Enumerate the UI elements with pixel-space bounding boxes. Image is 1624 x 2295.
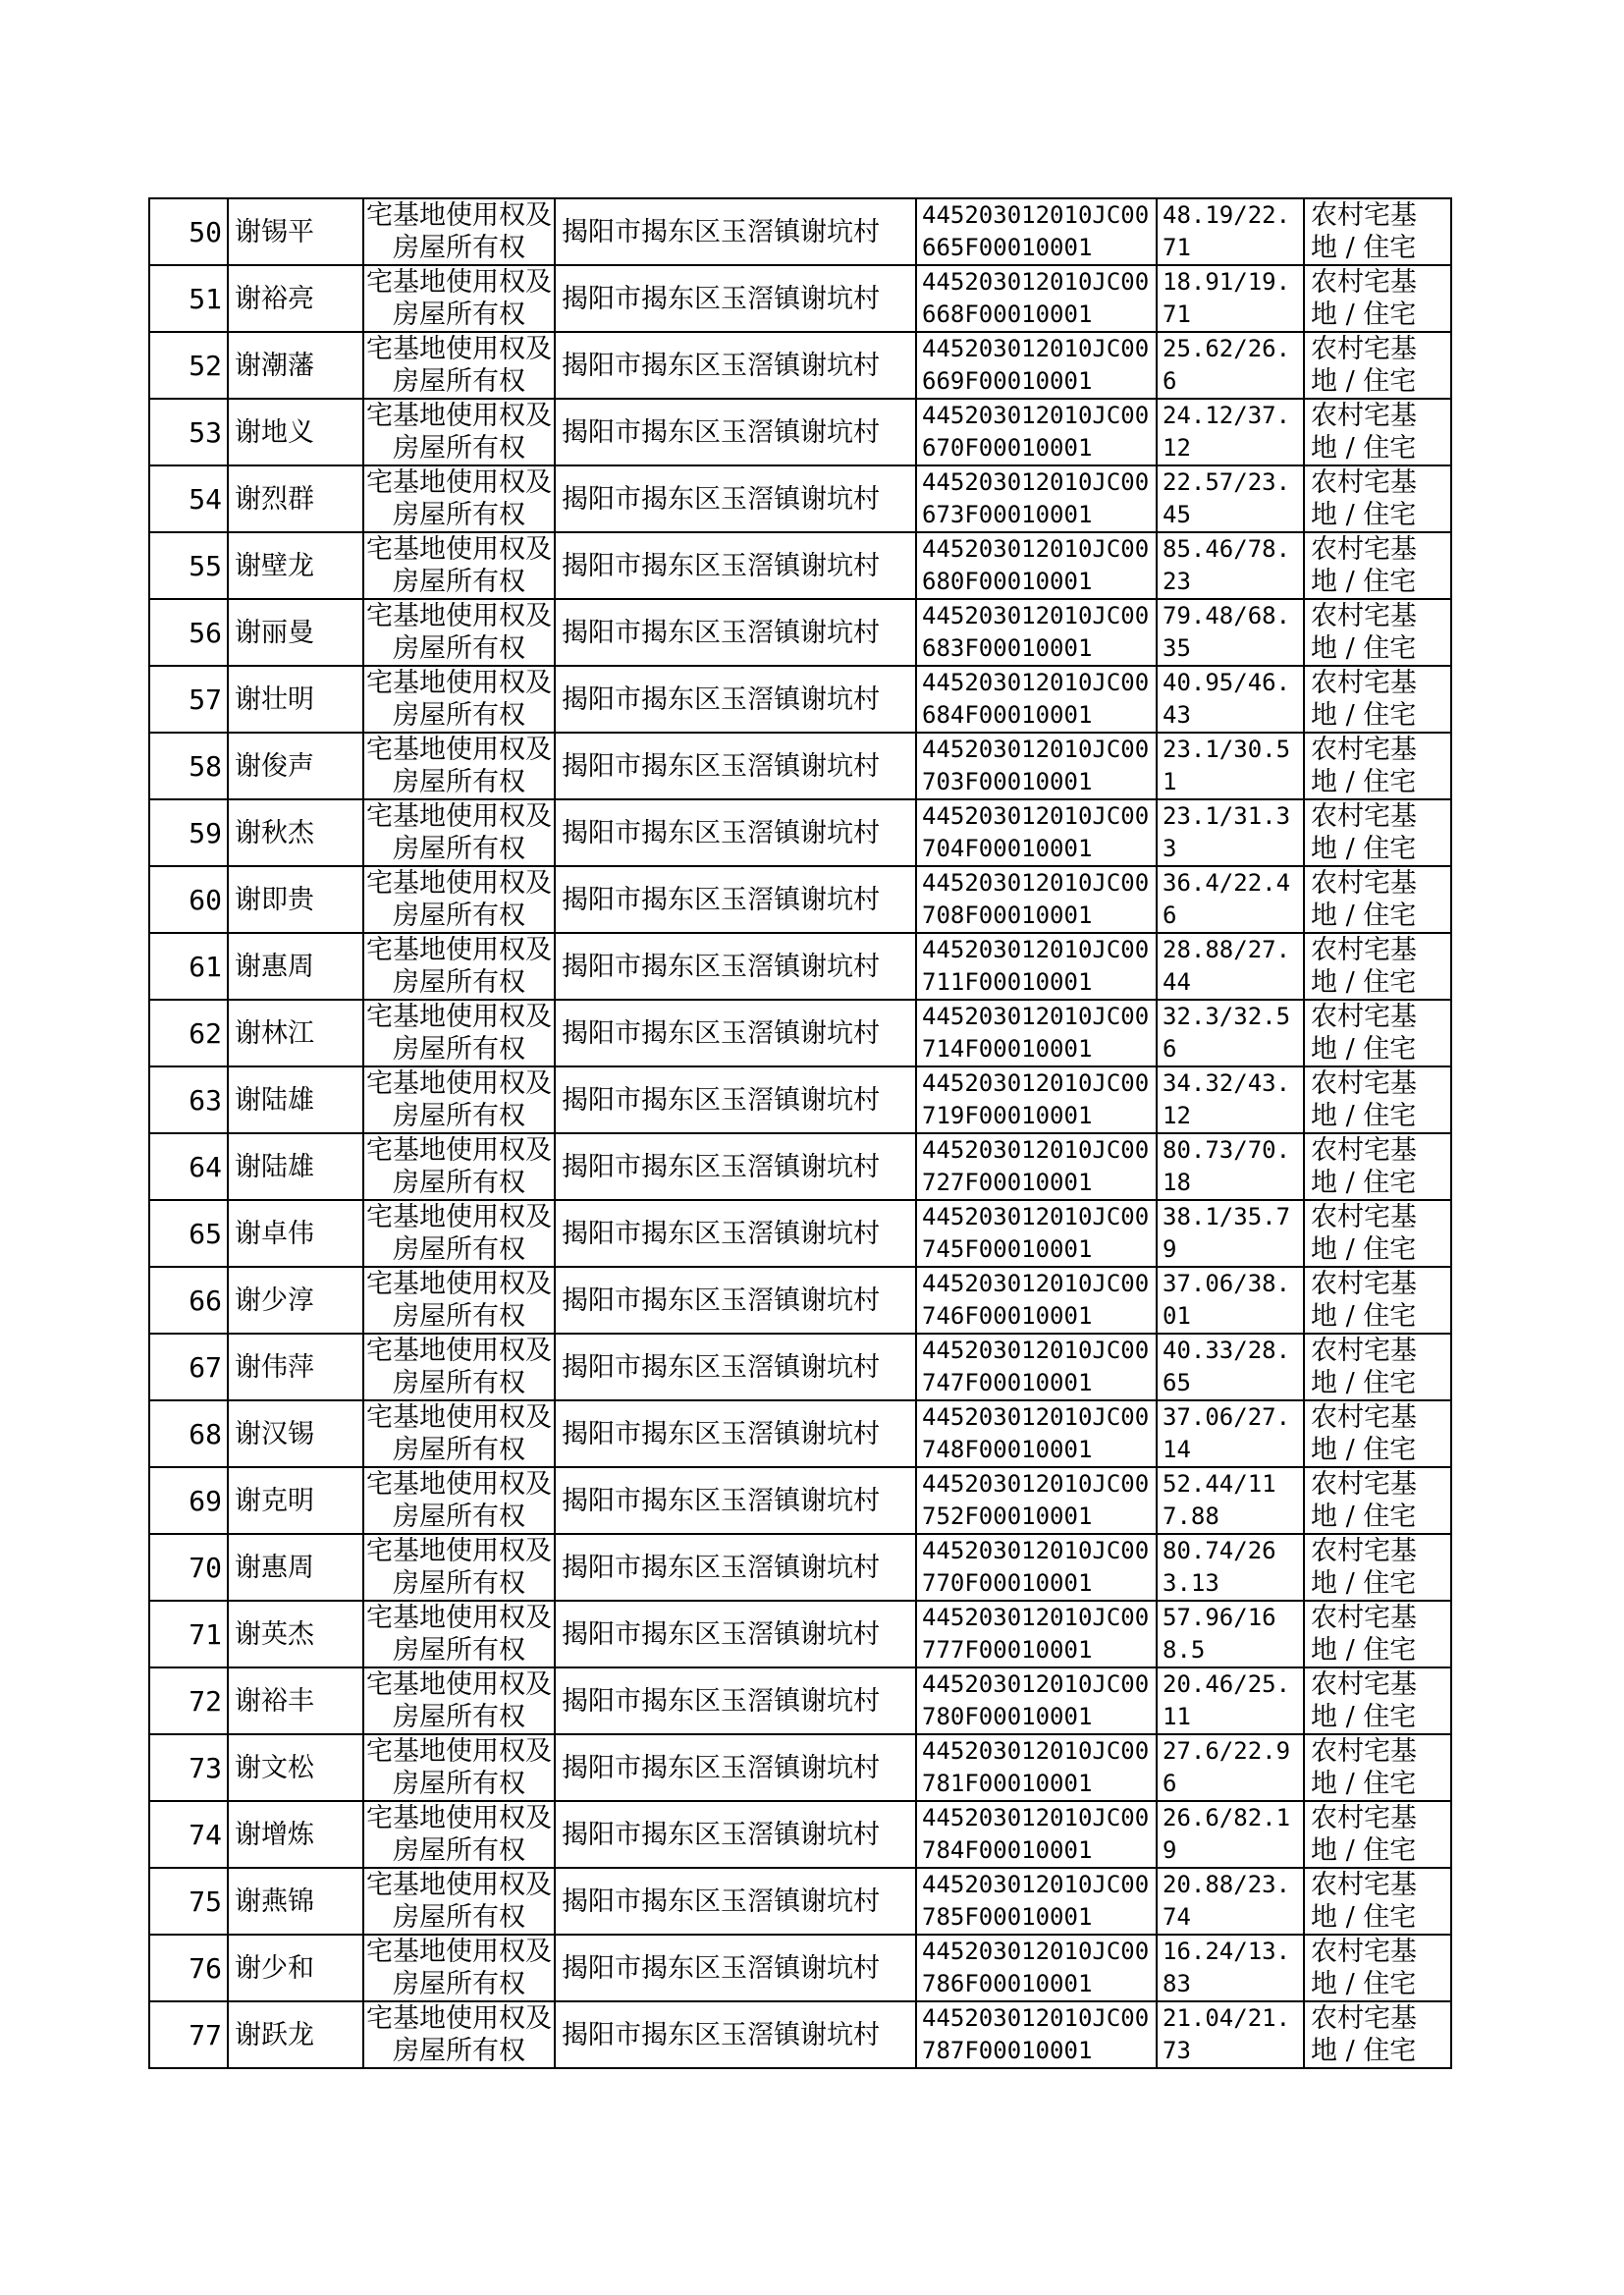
right-type-cell: 宅基地使用权及房屋所有权 xyxy=(363,733,555,799)
unit-code-cell: 445203012010JC00703F00010001 xyxy=(916,733,1157,799)
row-number-cell: 55 xyxy=(149,532,228,599)
land-use-line: 农村宅基 xyxy=(1311,801,1417,832)
land-use-cell xyxy=(1304,1467,1451,1534)
right-type-cell: 宅基地使用权及房屋所有权 xyxy=(363,1133,555,1200)
area-cell: 26.6/82.19 xyxy=(1157,1801,1304,1868)
owner-name-cell: 谢丽曼 xyxy=(228,599,363,666)
address-cell: 揭阳市揭东区玉滘镇谢坑村 xyxy=(555,2001,916,2068)
table-row xyxy=(149,532,1451,599)
land-use-line: 地 / 住宅 xyxy=(1311,700,1417,731)
table-row xyxy=(149,1734,1451,1801)
land-use-line: 地 / 住宅 xyxy=(1311,1368,1417,1398)
unit-code-cell: 445203012010JC00673F00010001 xyxy=(916,465,1157,532)
row-number-cell: 62 xyxy=(149,1000,228,1066)
right-type-cell: 宅基地使用权及房屋所有权 xyxy=(363,1400,555,1467)
owner-name-cell: 谢俊声 xyxy=(228,733,363,799)
table-row xyxy=(149,265,1451,332)
unit-code-cell: 445203012010JC00727F00010001 xyxy=(916,1133,1157,1200)
table-row xyxy=(149,1935,1451,2001)
row-number-cell: 65 xyxy=(149,1200,228,1267)
row-number-cell: 73 xyxy=(149,1734,228,1801)
table-row xyxy=(149,1066,1451,1133)
owner-name-cell: 谢林江 xyxy=(228,1000,363,1066)
owner-name-cell: 谢卓伟 xyxy=(228,1200,363,1267)
right-type-cell: 宅基地使用权及房屋所有权 xyxy=(363,332,555,399)
unit-code-cell: 445203012010JC00745F00010001 xyxy=(916,1200,1157,1267)
right-type-cell: 宅基地使用权及房屋所有权 xyxy=(363,399,555,465)
unit-code-cell: 445203012010JC00748F00010001 xyxy=(916,1400,1157,1467)
land-use-cell xyxy=(1304,1868,1451,1935)
land-use-cell xyxy=(1304,465,1451,532)
unit-code-cell: 445203012010JC00780F00010001 xyxy=(916,1667,1157,1734)
unit-code-cell: 445203012010JC00747F00010001 xyxy=(916,1334,1157,1400)
owner-name-cell: 谢少淳 xyxy=(228,1267,363,1334)
land-use-line: 农村宅基 xyxy=(1311,1536,1417,1566)
registry-table-body xyxy=(149,198,1451,2068)
unit-code-cell: 445203012010JC00708F00010001 xyxy=(916,866,1157,933)
land-use-line: 农村宅基 xyxy=(1311,401,1417,431)
land-use-cell xyxy=(1304,1667,1451,1734)
address-cell: 揭阳市揭东区玉滘镇谢坑村 xyxy=(555,332,916,399)
area-cell: 80.74/263.13 xyxy=(1157,1534,1304,1601)
land-use-line: 地 / 住宅 xyxy=(1311,1034,1417,1065)
land-use-cell xyxy=(1304,1801,1451,1868)
owner-name-cell: 谢惠周 xyxy=(228,933,363,1000)
land-use-cell xyxy=(1304,2001,1451,2068)
unit-code-cell: 445203012010JC00711F00010001 xyxy=(916,933,1157,1000)
land-use-line: 农村宅基 xyxy=(1311,1202,1417,1232)
table-row xyxy=(149,1801,1451,1868)
area-cell: 32.3/32.56 xyxy=(1157,1000,1304,1066)
unit-code-cell: 445203012010JC00680F00010001 xyxy=(916,532,1157,599)
area-cell: 40.33/28.65 xyxy=(1157,1334,1304,1400)
land-use-line: 农村宅基 xyxy=(1311,935,1417,965)
row-number-cell: 67 xyxy=(149,1334,228,1400)
land-use-cell xyxy=(1304,666,1451,733)
area-cell: 20.46/25.11 xyxy=(1157,1667,1304,1734)
table-row xyxy=(149,933,1451,1000)
unit-code-cell: 445203012010JC00684F00010001 xyxy=(916,666,1157,733)
land-use-line: 农村宅基 xyxy=(1311,1669,1417,1700)
land-use-line: 地 / 住宅 xyxy=(1311,2036,1417,2066)
land-use-line: 农村宅基 xyxy=(1311,1469,1417,1500)
land-use-line: 地 / 住宅 xyxy=(1311,1435,1417,1465)
address-cell: 揭阳市揭东区玉滘镇谢坑村 xyxy=(555,1601,916,1667)
right-type-cell: 宅基地使用权及房屋所有权 xyxy=(363,532,555,599)
owner-name-cell: 谢烈群 xyxy=(228,465,363,532)
unit-code-cell: 445203012010JC00781F00010001 xyxy=(916,1734,1157,1801)
land-use-cell xyxy=(1304,399,1451,465)
land-use-line: 农村宅基 xyxy=(1311,334,1417,364)
table-row xyxy=(149,866,1451,933)
address-cell: 揭阳市揭东区玉滘镇谢坑村 xyxy=(555,799,916,866)
land-use-line: 农村宅基 xyxy=(1311,1336,1417,1366)
row-number-cell: 76 xyxy=(149,1935,228,2001)
land-use-line: 农村宅基 xyxy=(1311,601,1417,631)
land-use-cell xyxy=(1304,1066,1451,1133)
land-use-cell xyxy=(1304,1601,1451,1667)
table-row xyxy=(149,599,1451,666)
row-number-cell: 70 xyxy=(149,1534,228,1601)
table-row xyxy=(149,1868,1451,1935)
table-row xyxy=(149,1534,1451,1601)
right-type-cell: 宅基地使用权及房屋所有权 xyxy=(363,799,555,866)
area-cell: 57.96/168.5 xyxy=(1157,1601,1304,1667)
unit-code-cell: 445203012010JC00665F00010001 xyxy=(916,198,1157,265)
land-use-cell xyxy=(1304,532,1451,599)
right-type-cell: 宅基地使用权及房屋所有权 xyxy=(363,1200,555,1267)
area-cell: 52.44/117.88 xyxy=(1157,1467,1304,1534)
owner-name-cell: 谢克明 xyxy=(228,1467,363,1534)
area-cell: 21.04/21.73 xyxy=(1157,2001,1304,2068)
address-cell: 揭阳市揭东区玉滘镇谢坑村 xyxy=(555,465,916,532)
table-row xyxy=(149,666,1451,733)
land-use-cell xyxy=(1304,198,1451,265)
land-use-cell xyxy=(1304,1400,1451,1467)
land-use-cell xyxy=(1304,1133,1451,1200)
area-cell: 20.88/23.74 xyxy=(1157,1868,1304,1935)
unit-code-cell: 445203012010JC00668F00010001 xyxy=(916,265,1157,332)
land-use-line: 农村宅基 xyxy=(1311,534,1417,565)
table-row xyxy=(149,1334,1451,1400)
row-number-cell: 71 xyxy=(149,1601,228,1667)
unit-code-cell: 445203012010JC00669F00010001 xyxy=(916,332,1157,399)
area-cell: 18.91/19.71 xyxy=(1157,265,1304,332)
address-cell: 揭阳市揭东区玉滘镇谢坑村 xyxy=(555,866,916,933)
row-number-cell: 77 xyxy=(149,2001,228,2068)
owner-name-cell: 谢燕锦 xyxy=(228,1868,363,1935)
land-use-line: 地 / 住宅 xyxy=(1311,1835,1417,1866)
owner-name-cell: 谢潮藩 xyxy=(228,332,363,399)
right-type-cell: 宅基地使用权及房屋所有权 xyxy=(363,265,555,332)
land-use-cell xyxy=(1304,1534,1451,1601)
owner-name-cell: 谢文松 xyxy=(228,1734,363,1801)
address-cell: 揭阳市揭东区玉滘镇谢坑村 xyxy=(555,1267,916,1334)
right-type-cell: 宅基地使用权及房屋所有权 xyxy=(363,1935,555,2001)
land-use-line: 地 / 住宅 xyxy=(1311,1568,1417,1599)
land-use-cell xyxy=(1304,733,1451,799)
table-row xyxy=(149,733,1451,799)
area-cell: 38.1/35.79 xyxy=(1157,1200,1304,1267)
owner-name-cell: 谢锡平 xyxy=(228,198,363,265)
address-cell: 揭阳市揭东区玉滘镇谢坑村 xyxy=(555,1467,916,1534)
unit-code-cell: 445203012010JC00714F00010001 xyxy=(916,1000,1157,1066)
table-row xyxy=(149,1467,1451,1534)
row-number-cell: 63 xyxy=(149,1066,228,1133)
land-use-line: 地 / 住宅 xyxy=(1311,1168,1417,1198)
owner-name-cell: 谢伟萍 xyxy=(228,1334,363,1400)
area-cell: 22.57/23.45 xyxy=(1157,465,1304,532)
unit-code-cell: 445203012010JC00777F00010001 xyxy=(916,1601,1157,1667)
table-row xyxy=(149,1267,1451,1334)
land-use-line: 地 / 住宅 xyxy=(1311,633,1417,664)
owner-name-cell: 谢汉锡 xyxy=(228,1400,363,1467)
address-cell: 揭阳市揭东区玉滘镇谢坑村 xyxy=(555,1868,916,1935)
address-cell: 揭阳市揭东区玉滘镇谢坑村 xyxy=(555,1935,916,2001)
table-row xyxy=(149,2001,1451,2068)
registry-table xyxy=(148,197,1452,2069)
land-use-line: 农村宅基 xyxy=(1311,467,1417,498)
land-use-line: 农村宅基 xyxy=(1311,668,1417,698)
land-use-line: 地 / 住宅 xyxy=(1311,1969,1417,1999)
land-use-line: 农村宅基 xyxy=(1311,200,1417,231)
owner-name-cell: 谢跃龙 xyxy=(228,2001,363,2068)
address-cell: 揭阳市揭东区玉滘镇谢坑村 xyxy=(555,933,916,1000)
row-number-cell: 58 xyxy=(149,733,228,799)
address-cell: 揭阳市揭东区玉滘镇谢坑村 xyxy=(555,1000,916,1066)
area-cell: 80.73/70.18 xyxy=(1157,1133,1304,1200)
unit-code-cell: 445203012010JC00746F00010001 xyxy=(916,1267,1157,1334)
land-use-line: 地 / 住宅 xyxy=(1311,433,1417,464)
owner-name-cell: 谢陆雄 xyxy=(228,1066,363,1133)
unit-code-cell: 445203012010JC00719F00010001 xyxy=(916,1066,1157,1133)
land-use-cell xyxy=(1304,1734,1451,1801)
address-cell: 揭阳市揭东区玉滘镇谢坑村 xyxy=(555,532,916,599)
unit-code-cell: 445203012010JC00752F00010001 xyxy=(916,1467,1157,1534)
land-use-line: 农村宅基 xyxy=(1311,1269,1417,1299)
right-type-cell: 宅基地使用权及房屋所有权 xyxy=(363,599,555,666)
land-use-cell xyxy=(1304,599,1451,666)
address-cell: 揭阳市揭东区玉滘镇谢坑村 xyxy=(555,1400,916,1467)
owner-name-cell: 谢裕亮 xyxy=(228,265,363,332)
table-row xyxy=(149,1000,1451,1066)
address-cell: 揭阳市揭东区玉滘镇谢坑村 xyxy=(555,1801,916,1868)
row-number-cell: 54 xyxy=(149,465,228,532)
area-cell: 85.46/78.23 xyxy=(1157,532,1304,599)
land-use-line: 地 / 住宅 xyxy=(1311,834,1417,864)
right-type-cell: 宅基地使用权及房屋所有权 xyxy=(363,1066,555,1133)
row-number-cell: 60 xyxy=(149,866,228,933)
land-use-line: 农村宅基 xyxy=(1311,1135,1417,1166)
right-type-cell: 宅基地使用权及房屋所有权 xyxy=(363,1868,555,1935)
right-type-cell: 宅基地使用权及房屋所有权 xyxy=(363,1467,555,1534)
land-use-line: 地 / 住宅 xyxy=(1311,901,1417,931)
right-type-cell: 宅基地使用权及房屋所有权 xyxy=(363,1000,555,1066)
area-cell: 40.95/46.43 xyxy=(1157,666,1304,733)
address-cell: 揭阳市揭东区玉滘镇谢坑村 xyxy=(555,198,916,265)
row-number-cell: 53 xyxy=(149,399,228,465)
unit-code-cell: 445203012010JC00670F00010001 xyxy=(916,399,1157,465)
row-number-cell: 52 xyxy=(149,332,228,399)
table-row xyxy=(149,1133,1451,1200)
land-use-line: 农村宅基 xyxy=(1311,1402,1417,1433)
owner-name-cell: 谢即贵 xyxy=(228,866,363,933)
area-cell: 37.06/27.14 xyxy=(1157,1400,1304,1467)
right-type-cell: 宅基地使用权及房屋所有权 xyxy=(363,198,555,265)
unit-code-cell: 445203012010JC00770F00010001 xyxy=(916,1534,1157,1601)
land-use-cell xyxy=(1304,265,1451,332)
row-number-cell: 66 xyxy=(149,1267,228,1334)
table-row xyxy=(149,799,1451,866)
land-use-line: 农村宅基 xyxy=(1311,735,1417,765)
area-cell: 28.88/27.44 xyxy=(1157,933,1304,1000)
land-use-line: 农村宅基 xyxy=(1311,1736,1417,1767)
table-row xyxy=(149,465,1451,532)
land-use-line: 地 / 住宅 xyxy=(1311,567,1417,597)
row-number-cell: 72 xyxy=(149,1667,228,1734)
unit-code-cell: 445203012010JC00704F00010001 xyxy=(916,799,1157,866)
owner-name-cell: 谢惠周 xyxy=(228,1534,363,1601)
unit-code-cell: 445203012010JC00786F00010001 xyxy=(916,1935,1157,2001)
owner-name-cell: 谢地义 xyxy=(228,399,363,465)
area-cell: 34.32/43.12 xyxy=(1157,1066,1304,1133)
land-use-line: 农村宅基 xyxy=(1311,1002,1417,1032)
address-cell: 揭阳市揭东区玉滘镇谢坑村 xyxy=(555,666,916,733)
right-type-cell: 宅基地使用权及房屋所有权 xyxy=(363,1334,555,1400)
owner-name-cell: 谢秋杰 xyxy=(228,799,363,866)
land-use-cell xyxy=(1304,1935,1451,2001)
row-number-cell: 64 xyxy=(149,1133,228,1200)
row-number-cell: 51 xyxy=(149,265,228,332)
land-use-line: 地 / 住宅 xyxy=(1311,1702,1417,1732)
row-number-cell: 59 xyxy=(149,799,228,866)
land-use-cell xyxy=(1304,1334,1451,1400)
address-cell: 揭阳市揭东区玉滘镇谢坑村 xyxy=(555,1534,916,1601)
row-number-cell: 68 xyxy=(149,1400,228,1467)
owner-name-cell: 谢少和 xyxy=(228,1935,363,2001)
area-cell: 27.6/22.96 xyxy=(1157,1734,1304,1801)
area-cell: 24.12/37.12 xyxy=(1157,399,1304,465)
right-type-cell: 宅基地使用权及房屋所有权 xyxy=(363,1601,555,1667)
right-type-cell: 宅基地使用权及房屋所有权 xyxy=(363,1801,555,1868)
land-use-line: 地 / 住宅 xyxy=(1311,1635,1417,1666)
table-row xyxy=(149,1400,1451,1467)
land-use-line: 地 / 住宅 xyxy=(1311,967,1417,998)
row-number-cell: 57 xyxy=(149,666,228,733)
right-type-cell: 宅基地使用权及房屋所有权 xyxy=(363,666,555,733)
land-use-cell xyxy=(1304,866,1451,933)
land-use-line: 农村宅基 xyxy=(1311,868,1417,899)
row-number-cell: 61 xyxy=(149,933,228,1000)
right-type-cell: 宅基地使用权及房屋所有权 xyxy=(363,933,555,1000)
land-use-line: 地 / 住宅 xyxy=(1311,233,1417,263)
land-use-line: 农村宅基 xyxy=(1311,1603,1417,1633)
row-number-cell: 50 xyxy=(149,198,228,265)
land-use-line: 地 / 住宅 xyxy=(1311,1234,1417,1265)
land-use-line: 地 / 住宅 xyxy=(1311,1301,1417,1332)
area-cell: 36.4/22.46 xyxy=(1157,866,1304,933)
address-cell: 揭阳市揭东区玉滘镇谢坑村 xyxy=(555,1334,916,1400)
address-cell: 揭阳市揭东区玉滘镇谢坑村 xyxy=(555,1200,916,1267)
area-cell: 16.24/13.83 xyxy=(1157,1935,1304,2001)
address-cell: 揭阳市揭东区玉滘镇谢坑村 xyxy=(555,1066,916,1133)
row-number-cell: 69 xyxy=(149,1467,228,1534)
address-cell: 揭阳市揭东区玉滘镇谢坑村 xyxy=(555,599,916,666)
owner-name-cell: 谢壮明 xyxy=(228,666,363,733)
table-row xyxy=(149,1601,1451,1667)
owner-name-cell: 谢增炼 xyxy=(228,1801,363,1868)
land-use-line: 地 / 住宅 xyxy=(1311,500,1417,530)
address-cell: 揭阳市揭东区玉滘镇谢坑村 xyxy=(555,1734,916,1801)
land-use-line: 农村宅基 xyxy=(1311,267,1417,298)
address-cell: 揭阳市揭东区玉滘镇谢坑村 xyxy=(555,1667,916,1734)
land-use-line: 地 / 住宅 xyxy=(1311,300,1417,330)
address-cell: 揭阳市揭东区玉滘镇谢坑村 xyxy=(555,265,916,332)
area-cell: 79.48/68.35 xyxy=(1157,599,1304,666)
owner-name-cell: 谢裕丰 xyxy=(228,1667,363,1734)
right-type-cell: 宅基地使用权及房屋所有权 xyxy=(363,2001,555,2068)
land-use-cell xyxy=(1304,799,1451,866)
right-type-cell: 宅基地使用权及房屋所有权 xyxy=(363,465,555,532)
land-use-cell xyxy=(1304,933,1451,1000)
unit-code-cell: 445203012010JC00683F00010001 xyxy=(916,599,1157,666)
unit-code-cell: 445203012010JC00784F00010001 xyxy=(916,1801,1157,1868)
land-use-cell xyxy=(1304,1000,1451,1066)
unit-code-cell: 445203012010JC00787F00010001 xyxy=(916,2001,1157,2068)
table-row xyxy=(149,1200,1451,1267)
land-use-line: 农村宅基 xyxy=(1311,2003,1417,2034)
right-type-cell: 宅基地使用权及房屋所有权 xyxy=(363,1734,555,1801)
unit-code-cell: 445203012010JC00785F00010001 xyxy=(916,1868,1157,1935)
land-use-line: 地 / 住宅 xyxy=(1311,1902,1417,1933)
table-row xyxy=(149,332,1451,399)
row-number-cell: 75 xyxy=(149,1868,228,1935)
owner-name-cell: 谢壁龙 xyxy=(228,532,363,599)
land-use-line: 农村宅基 xyxy=(1311,1803,1417,1833)
land-use-line: 地 / 住宅 xyxy=(1311,767,1417,797)
land-use-line: 地 / 住宅 xyxy=(1311,1101,1417,1131)
row-number-cell: 74 xyxy=(149,1801,228,1868)
land-use-cell xyxy=(1304,332,1451,399)
owner-name-cell: 谢英杰 xyxy=(228,1601,363,1667)
area-cell: 48.19/22.71 xyxy=(1157,198,1304,265)
table-row xyxy=(149,399,1451,465)
address-cell: 揭阳市揭东区玉滘镇谢坑村 xyxy=(555,733,916,799)
land-use-line: 农村宅基 xyxy=(1311,1068,1417,1099)
address-cell: 揭阳市揭东区玉滘镇谢坑村 xyxy=(555,399,916,465)
right-type-cell: 宅基地使用权及房屋所有权 xyxy=(363,1267,555,1334)
land-use-line: 地 / 住宅 xyxy=(1311,1769,1417,1799)
land-use-line: 地 / 住宅 xyxy=(1311,1502,1417,1532)
right-type-cell: 宅基地使用权及房屋所有权 xyxy=(363,1667,555,1734)
area-cell: 37.06/38.01 xyxy=(1157,1267,1304,1334)
land-use-line: 农村宅基 xyxy=(1311,1937,1417,1967)
table-row xyxy=(149,198,1451,265)
land-use-cell xyxy=(1304,1267,1451,1334)
owner-name-cell: 谢陆雄 xyxy=(228,1133,363,1200)
row-number-cell: 56 xyxy=(149,599,228,666)
address-cell: 揭阳市揭东区玉滘镇谢坑村 xyxy=(555,1133,916,1200)
land-use-line: 地 / 住宅 xyxy=(1311,366,1417,397)
land-use-line: 农村宅基 xyxy=(1311,1870,1417,1900)
area-cell: 23.1/30.51 xyxy=(1157,733,1304,799)
right-type-cell: 宅基地使用权及房屋所有权 xyxy=(363,1534,555,1601)
area-cell: 23.1/31.33 xyxy=(1157,799,1304,866)
area-cell: 25.62/26.6 xyxy=(1157,332,1304,399)
land-use-cell xyxy=(1304,1200,1451,1267)
right-type-cell: 宅基地使用权及房屋所有权 xyxy=(363,866,555,933)
table-row xyxy=(149,1667,1451,1734)
